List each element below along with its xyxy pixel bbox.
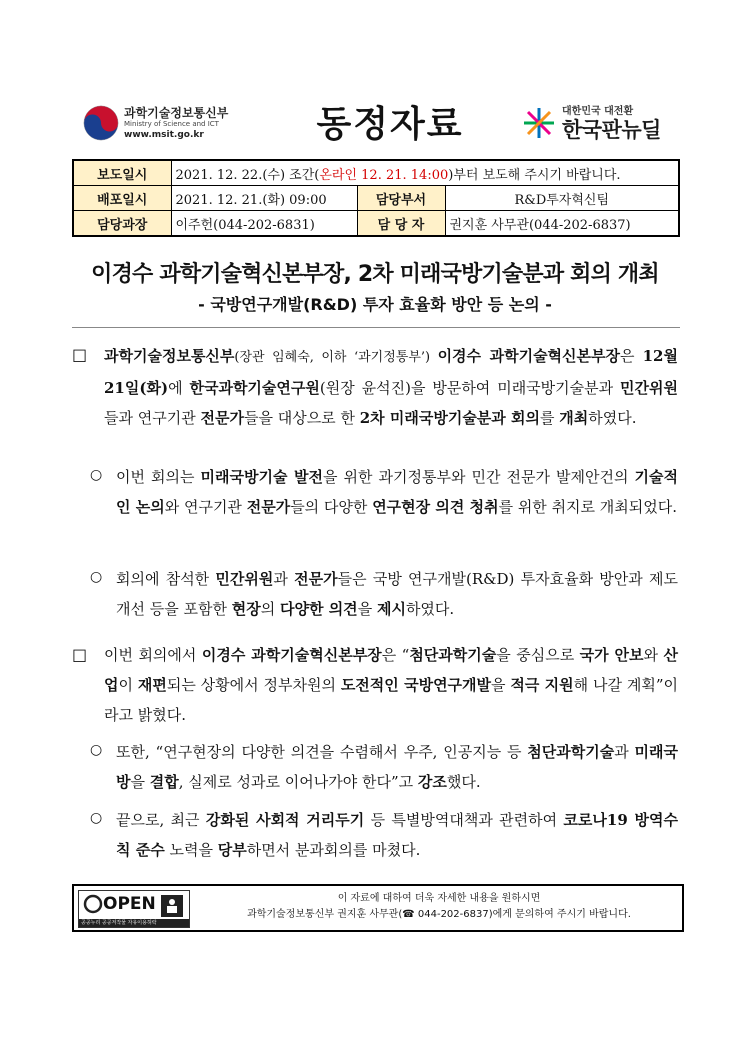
release-label: 보도일시 [73,160,171,186]
release-tail: )부터 보도해 주시기 바랍니다. [448,167,621,183]
p1-s1: 과학기술정보통신부 [104,347,235,365]
p1-s7: 한국과학기술연구원 [189,379,320,397]
release-row [73,160,679,186]
b1-s6: 전문가 [246,498,291,516]
p2-s11: 되는 상황에서 정부차원의 [166,676,341,694]
paragraph-1 [104,341,678,433]
b3-marker: ○ [90,742,103,758]
ministry-logo [82,100,242,150]
b4-s6: 당부 [217,841,247,859]
b2-s2: 민간위원 [215,570,274,588]
p1-s8: (원장 윤석진)을 방문하여 미래국방기술분과 [319,379,621,397]
contact-label: 담 당 자 [357,211,445,237]
b2-s5: 들은 국방 연구개발(R&D) 투자효율화 방안과 제도개선 등을 포함한 [116,570,678,618]
p2-s12: 도전적인 국방연구개발 [340,676,492,694]
b2-s7: 의 [260,600,280,618]
open-license-text: OPEN [103,894,156,914]
b1-s7: 들의 다양한 [290,498,373,516]
p1-s16: 하였다. [588,409,637,427]
b1-marker: ○ [90,467,103,483]
p1-s11: 전문가 [200,409,244,427]
p1-s12: 들을 대상으로 한 [243,409,360,427]
p1-marker: □ [72,345,88,364]
p2-s2: 이경수 과학기술혁신본부장 [201,646,382,664]
b4-s1: 끝으로, 최근 [116,811,206,829]
p1-s4: 은 [620,347,643,365]
b1-s2: 미래국방기술 발전 [200,468,323,486]
b4-marker: ○ [90,810,103,826]
campaign-small: 대한민국 대전환 [562,106,634,117]
b3-s7: , 실제로 성과로 이어나가야 한다”고 [178,773,418,791]
p1-s3: 이경수 과학기술혁신본부장 [437,347,621,365]
b2-s10: 제시 [376,600,406,618]
p2-s10: 재편 [137,676,167,694]
taegeuk-icon [82,104,120,142]
release-value [171,160,679,186]
p2-s9: 이 [118,676,138,694]
footer-contact [204,891,674,923]
b3-s3: 과 [614,743,635,761]
b2-marker: ○ [90,569,103,585]
b2-s4: 전문가 [294,570,338,588]
dept-value: R&D투자혁신팀 [445,186,679,211]
manager-label: 담당과장 [73,211,171,237]
bullet-2 [116,564,678,624]
p2-s5: 을 중심으로 [496,646,580,664]
new-deal-icon [522,106,556,140]
dist-label: 배포일시 [73,186,171,211]
ministry-name-en: Ministry of Science and ICT [124,120,219,128]
p2-s8: 산업 [104,646,679,694]
b2-s1: 회의에 참석한 [116,570,216,588]
open-license-badge [78,890,190,928]
p2-s13: 을 [491,676,511,694]
b2-s11: 하였다. [405,600,455,618]
new-deal-logo [522,100,682,144]
b1-s9: 를 위한 취지로 개최되었다. [498,498,678,516]
paragraph-2 [104,640,678,730]
ministry-name: 과학기술정보통신부 [124,106,229,120]
footer-box [72,884,684,932]
p1-s9: 민간위원 [620,379,678,397]
footer-line-1: 이 자료에 대하여 더욱 자세한 내용을 원하시면 [337,893,541,904]
p2-s14: 적극 지원 [510,676,574,694]
manager-value: 이주헌(044-202-6831) [171,211,357,237]
p1-s5: 12월 21일(화) [104,347,678,397]
b3-s5: 을 [130,773,150,791]
p1-s2: (장관 임혜숙, 이하 ‘과기정통부’) [234,350,438,365]
p1-s10: 들과 연구기관 [104,409,201,427]
b1-s1: 이번 회의는 [116,468,201,486]
b3-s4: 미래국방 [116,743,678,791]
campaign-name: 한국판뉴딜 [562,118,661,142]
b2-s8: 다양한 의견 [280,600,358,618]
b1-s4: 기술적인 논의 [116,468,678,516]
bullet-1 [116,462,678,522]
b1-s8: 연구현장 의견 청취 [372,498,499,516]
release-info-table [72,159,680,237]
b2-s6: 현장 [231,600,261,618]
dept-label: 담당부서 [357,186,445,211]
p2-s1: 이번 회의에서 [104,646,202,664]
b4-s5: 노력을 [164,841,218,859]
divider [72,327,680,328]
b3-s1: 또한, “연구현장의 다양한 의견을 수렴해서 우주, 인공지능 등 [116,743,528,761]
b4-s2: 강화된 사회적 거리두기 [205,811,365,829]
p1-s13: 2차 미래국방기술분과 회의 [359,409,540,427]
b2-s3: 과 [273,570,295,588]
contact-value: 권지훈 사무관(044-202-6837) [445,211,679,237]
b4-s7: 하면서 분과회의를 마쳤다. [246,841,421,859]
b3-s8: 강조 [417,773,447,791]
p1-s6: 에 [168,379,190,397]
b4-s3: 등 특별방역대책과 관련하여 [364,811,564,829]
p2-s15: 해 나갈 계획”이라고 밝혔다. [104,676,678,724]
p2-s7: 와 [643,646,664,664]
dist-value: 2021. 12. 21.(화) 09:00 [171,186,357,211]
release-main: 2021. 12. 22.(수) 조간( [175,167,320,183]
p2-marker: □ [72,645,88,664]
b3-s6: 결합 [149,773,179,791]
p2-s6: 국가 안보 [579,646,644,664]
document-type-title: 동정자료 [316,104,464,145]
p2-s3: 은 “ [381,646,410,664]
release-online: 온라인 12. 21. 14:00 [319,167,449,183]
subheadline: - 국방연구개발(R&D) 투자 효율화 방안 등 논의 - [198,295,552,314]
bullet-3 [116,737,678,797]
ministry-url: www.msit.go.kr [124,130,204,140]
b1-s3: 을 위한 과기정통부와 민간 전문가 발제안건의 [322,468,635,486]
headline: 이경수 과학기술혁신본부장, 2차 미래국방기술분과 회의 개최 [91,262,659,287]
b3-s9: 했다. [446,773,481,791]
p1-s14: 를 [540,409,560,427]
p1-s15: 개최 [559,409,589,427]
bullet-4 [116,805,678,865]
b1-s5: 와 연구기관 [164,498,247,516]
p2-s4: 첨단과학기술 [409,646,497,664]
open-license-sub: 공공누리 공공저작물 자유이용허락 [81,920,157,926]
manager-row [73,211,679,237]
b4-s4: 코로나19 방역수칙 준수 [116,811,678,859]
b2-s9: 을 [357,600,377,618]
b3-s2: 첨단과학기술 [527,743,615,761]
dist-row [73,186,679,211]
footer-line-2: 과학기술정보통신부 권지훈 사무관(☎ 044-202-6837)에게 문의하여 주시기 바랍니다. [247,909,631,920]
